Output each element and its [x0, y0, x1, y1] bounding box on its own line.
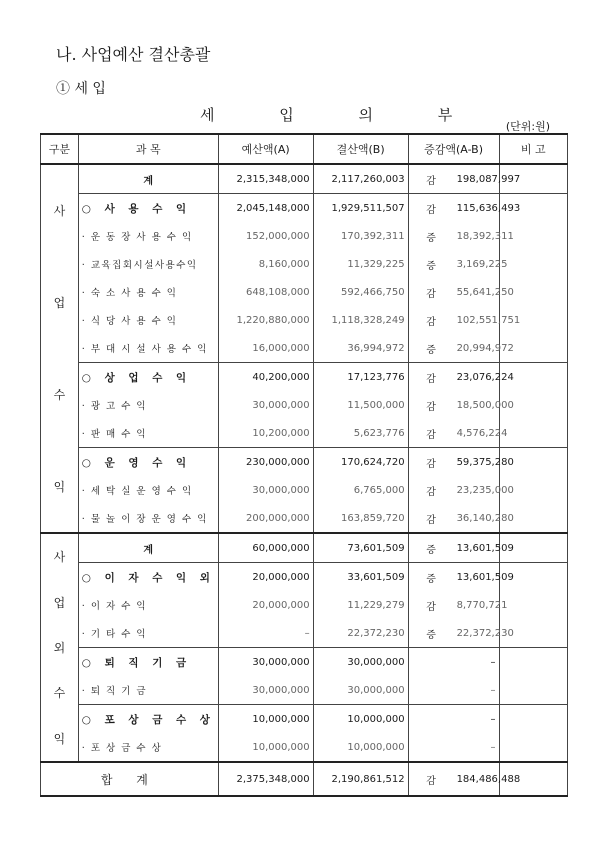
section-label-char: 수	[53, 387, 66, 402]
col-gubun: 구분	[41, 134, 79, 164]
item-diff: 8,770,721	[454, 591, 499, 619]
section-label-chars	[44, 534, 75, 761]
group-name: ○ 퇴 직 기 금	[78, 648, 218, 677]
group-diff: 59,375,280	[454, 448, 499, 477]
group-diff: 115,636,493	[454, 194, 499, 223]
group-row	[41, 648, 568, 677]
item-row	[41, 676, 568, 705]
col-note: 비 고	[499, 134, 568, 164]
item-diff: 3,169,225	[454, 250, 499, 278]
item-diff: 20,994,972	[454, 334, 499, 363]
section-label-char: 수	[53, 686, 66, 701]
item-row	[41, 591, 568, 619]
item-budget: 200,000,000	[218, 504, 313, 533]
section-label	[41, 533, 79, 762]
group-name: ○ 이 자 수 익 외	[78, 563, 218, 592]
item-result: 1,118,328,249	[313, 306, 408, 334]
table-title: 세 입 의 부	[200, 106, 483, 124]
group-result: 33,601,509	[313, 563, 408, 592]
total-name: 계	[78, 533, 218, 563]
item-budget: 30,000,000	[218, 391, 313, 419]
group-diff: 23,076,224	[454, 363, 499, 392]
item-name: · 퇴 직 기 금	[78, 676, 218, 705]
col-budget: 예산액(A)	[218, 134, 313, 164]
item-name: · 기 타 수 익	[78, 619, 218, 648]
revenue-table	[40, 133, 568, 797]
subsection-heading: ① 세 입	[56, 81, 106, 97]
unit-label: (단위:원)	[505, 120, 550, 133]
group-row	[41, 563, 568, 592]
group-sign: 증	[408, 563, 453, 592]
item-result: 10,000,000	[313, 733, 408, 762]
item-sign: 증	[426, 260, 436, 272]
item-name: · 물 놀 이 장 운 영 수 익	[78, 504, 218, 533]
item-diff: 23,235,000	[454, 476, 499, 504]
item-name: · 운 동 장 사 용 수 익	[78, 222, 218, 250]
item-row	[41, 504, 568, 533]
col-item: 과 목	[78, 134, 218, 164]
item-note	[499, 419, 568, 448]
group-sign: 감	[408, 448, 453, 477]
grand-total-row	[41, 762, 568, 796]
group-row	[41, 194, 568, 223]
item-budget: 152,000,000	[218, 222, 313, 250]
item-sign: 증	[426, 344, 436, 356]
item-sign: 증	[426, 629, 436, 641]
item-diff: 36,140,280	[454, 504, 499, 533]
item-name: · 식 당 사 용 수 익	[78, 306, 218, 334]
group-row	[41, 363, 568, 392]
group-name: ○ 사 용 수 익	[78, 194, 218, 223]
item-row	[41, 334, 568, 363]
item-sign: 증	[426, 232, 436, 244]
item-result: 6,765,000	[313, 476, 408, 504]
total-result: 2,117,260,003	[313, 164, 408, 194]
item-diff: 55,641,250	[454, 278, 499, 306]
group-name: ○ 운 영 수 익	[78, 448, 218, 477]
item-name: · 광 고 수 익	[78, 391, 218, 419]
item-result: 11,329,225	[313, 250, 408, 278]
group-note	[499, 648, 568, 677]
section-label	[41, 164, 79, 533]
group-diff: –	[454, 648, 499, 677]
group-diff: –	[454, 705, 499, 734]
item-sign: 감	[426, 601, 436, 613]
group-name: ○ 상 업 수 익	[78, 363, 218, 392]
group-row	[41, 705, 568, 734]
item-note	[499, 250, 568, 278]
total-name: 계	[78, 164, 218, 194]
item-sign: 감	[426, 486, 436, 498]
item-budget: 8,160,000	[218, 250, 313, 278]
item-row	[41, 391, 568, 419]
group-result: 10,000,000	[313, 705, 408, 734]
total-budget: 60,000,000	[218, 533, 313, 563]
total-diff: 13,601,509	[454, 533, 499, 563]
total-budget: 2,315,348,000	[218, 164, 313, 194]
item-name: · 세 탁 실 운 영 수 익	[78, 476, 218, 504]
item-name: · 판 매 수 익	[78, 419, 218, 448]
group-result: 17,123,776	[313, 363, 408, 392]
group-diff: 13,601,509	[454, 563, 499, 592]
item-result: 30,000,000	[313, 676, 408, 705]
item-diff: 22,372,230	[454, 619, 499, 648]
item-diff: –	[454, 733, 499, 762]
item-diff: 18,392,311	[454, 222, 499, 250]
grand-total-budget: 2,375,348,000	[218, 762, 313, 796]
item-result: 36,994,972	[313, 334, 408, 363]
section-label-char: 사	[53, 550, 66, 565]
col-result: 결산액(B)	[313, 134, 408, 164]
item-budget: 648,108,000	[218, 278, 313, 306]
group-result: 170,624,720	[313, 448, 408, 477]
group-budget: 40,200,000	[218, 363, 313, 392]
item-note	[499, 676, 568, 705]
item-name: · 교육집회시설사용수익	[78, 250, 218, 278]
item-sign: 감	[426, 316, 436, 328]
item-row	[41, 278, 568, 306]
item-sign	[408, 733, 453, 762]
item-result: 163,859,720	[313, 504, 408, 533]
item-result: 170,392,311	[313, 222, 408, 250]
item-row	[41, 419, 568, 448]
item-budget: 10,200,000	[218, 419, 313, 448]
item-note	[499, 591, 568, 619]
item-row	[41, 733, 568, 762]
item-budget: 30,000,000	[218, 476, 313, 504]
group-sign	[408, 648, 453, 677]
item-result: 5,623,776	[313, 419, 408, 448]
grand-total-diff: 184,486,488	[454, 762, 499, 796]
item-result: 11,500,000	[313, 391, 408, 419]
group-sign: 감	[408, 194, 453, 223]
item-result: 11,229,279	[313, 591, 408, 619]
group-budget: 10,000,000	[218, 705, 313, 734]
group-sign: 감	[408, 363, 453, 392]
group-name: ○ 포 상 금 수 상	[78, 705, 218, 734]
group-sign	[408, 705, 453, 734]
total-row	[41, 164, 568, 194]
group-note	[499, 705, 568, 734]
item-diff: 4,576,224	[454, 419, 499, 448]
item-budget: 10,000,000	[218, 733, 313, 762]
total-sign: 감	[426, 175, 436, 187]
total-result: 73,601,509	[313, 533, 408, 563]
section-heading: 나. 사업예산 결산총괄	[56, 45, 211, 64]
total-sign: 증	[408, 533, 453, 563]
item-result: 592,466,750	[313, 278, 408, 306]
group-budget: 20,000,000	[218, 563, 313, 592]
section-label-char: 외	[53, 640, 66, 655]
item-name: · 부 대 시 설 사 용 수 익	[78, 334, 218, 363]
item-name: · 이 자 수 익	[78, 591, 218, 619]
group-budget: 230,000,000	[218, 448, 313, 477]
group-result: 1,929,511,507	[313, 194, 408, 223]
item-diff: 102,551,751	[454, 306, 499, 334]
item-budget: –	[218, 619, 313, 648]
item-result: 22,372,230	[313, 619, 408, 648]
section-label-char: 업	[53, 296, 66, 311]
table-header-row	[41, 134, 568, 164]
item-name: · 포 상 금 수 상	[78, 733, 218, 762]
section-label-char: 사	[53, 204, 66, 219]
item-row	[41, 222, 568, 250]
section-label-char: 익	[53, 479, 66, 494]
item-budget: 20,000,000	[218, 591, 313, 619]
total-diff: 198,087,997	[454, 164, 499, 194]
item-budget: 30,000,000	[218, 676, 313, 705]
section-label-char: 익	[53, 731, 66, 746]
section-label-char: 업	[53, 595, 66, 610]
item-row	[41, 476, 568, 504]
section-label-chars	[44, 165, 75, 532]
item-row	[41, 306, 568, 334]
item-diff: –	[454, 676, 499, 705]
grand-total-sign: 감	[408, 762, 453, 796]
col-diff: 증감액(A-B)	[408, 134, 499, 164]
group-row	[41, 448, 568, 477]
total-row	[41, 533, 568, 563]
item-sign	[408, 676, 453, 705]
item-diff: 18,500,000	[454, 391, 499, 419]
item-sign: 감	[426, 514, 436, 526]
group-budget: 30,000,000	[218, 648, 313, 677]
item-sign: 감	[426, 401, 436, 413]
item-name: · 숙 소 사 용 수 익	[78, 278, 218, 306]
item-sign: 감	[426, 288, 436, 300]
group-result: 30,000,000	[313, 648, 408, 677]
item-row	[41, 619, 568, 648]
item-budget: 1,220,880,000	[218, 306, 313, 334]
grand-total-label: 합 계	[41, 762, 219, 796]
grand-total-result: 2,190,861,512	[313, 762, 408, 796]
group-budget: 2,045,148,000	[218, 194, 313, 223]
item-note	[499, 733, 568, 762]
item-sign: 감	[426, 429, 436, 441]
item-budget: 16,000,000	[218, 334, 313, 363]
item-row	[41, 250, 568, 278]
